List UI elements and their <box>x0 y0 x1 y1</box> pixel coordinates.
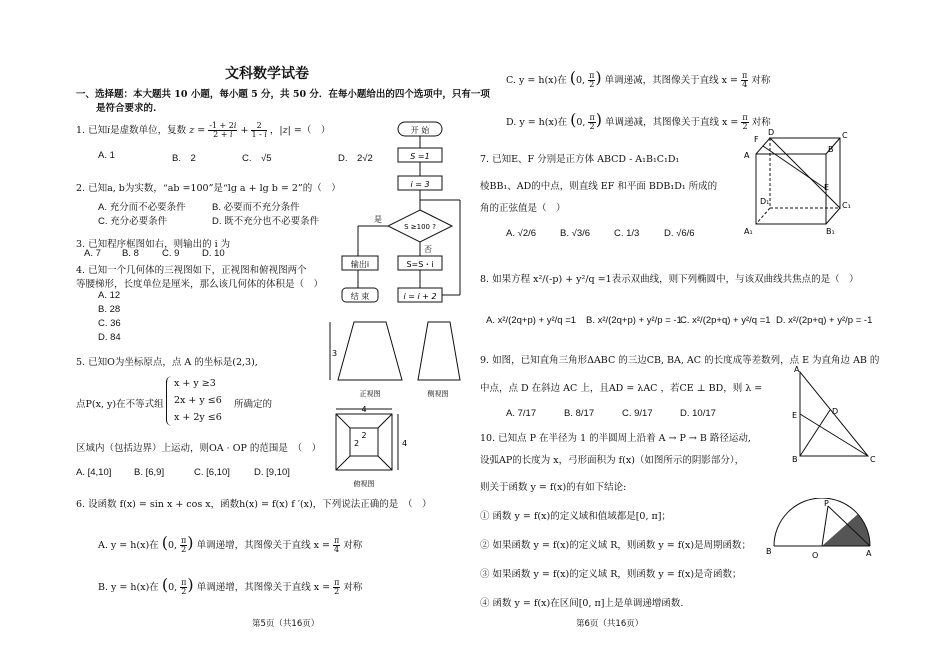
flow-inc-label: i = i + 2 <box>403 292 437 301</box>
question-2-stem: 2. 已知a, b为实数，“ab =100”是“lg a + lg b = 2”的（ ） <box>76 183 341 194</box>
semi-label-a: A <box>866 549 872 558</box>
q4-option-b: B. 28 <box>98 304 121 315</box>
q8-option-b: B. x²/(2q+p) + y²/p = -1 <box>586 315 682 326</box>
cube-label-a1: A₁ <box>744 227 753 236</box>
front-view-trapezoid <box>338 322 402 380</box>
q2-option-a: A. 充分而不必要条件 <box>98 202 186 213</box>
q5-option-a: A. [4,10] <box>76 467 112 478</box>
flow-update-label: S=S・i <box>406 260 434 269</box>
q8-option-a: A. x²/(2q+p) + y²/q =1 <box>486 315 577 326</box>
question-10-stem-2: 设弧AP的长度为 x，弓形面积为 f(x)（如图所示的阴影部分）， <box>480 455 745 466</box>
question-5-tail: 区域内（包括边界）上运动，则OA · OP 的范围是 （ ） <box>76 443 322 454</box>
tri-label-c: C <box>870 455 876 464</box>
question-10-stem: 10. 已知点 P 在半径为 1 的半圆周上沿着 A → P → B 路径运动, <box>480 433 751 444</box>
top-inner-h-label: 2 <box>354 439 360 448</box>
semi-label-b: B <box>766 547 772 556</box>
question-7-stem-2: 棱BB₁、AD的中点，则直线 EF 和平面 BDB₁D₁ 所成的 <box>480 181 718 192</box>
flow-s1-label: S =1 <box>410 152 430 161</box>
page-footer-left: 第5页（共16页） <box>252 619 320 629</box>
page-title: 文科数学试卷 <box>225 66 309 82</box>
cube-label-a: A <box>744 151 750 160</box>
question-4-stem-cont: 等腰梯形，长度单位是厘米，那么该几何体的体积是（ ） <box>76 279 324 290</box>
ineq-3: x + 2y ≤6 <box>174 412 222 423</box>
question-5-mid: 点P(x, y)在不等式组 <box>76 399 164 410</box>
semi-label-o: O <box>812 551 819 560</box>
q6-option-a: A. y = h(x)在 (0, $\frac{\pi}{2}$ ) 单调递增，其图像关于直线 x = $\frac{\pi}{4}$ 对称 <box>98 533 363 554</box>
flow-i-label: i = 3 <box>410 180 430 189</box>
question-1-stem: 1. 已知i是虚数单位，复数 z = $\frac{-1 + 2i}{2 + i}$ + $\frac{2}{1 - i}$ ，|z| =（ ） <box>76 121 331 139</box>
front-height-label: 3 <box>332 349 338 358</box>
q1-option-c: C. √5 <box>242 153 272 164</box>
q3-option-a: A. 7 <box>84 248 101 259</box>
question-8-stem: 8. 如果方程 x²/(-p) + y²/q =1表示双曲线，则下列椭圆中，与该双曲线共焦点的是（ ） <box>480 274 859 285</box>
flow-cond-label: S ≥100 ? <box>404 223 436 231</box>
q8-option-d: D. x²/(2p+q) + y²/p = -1 <box>776 315 873 326</box>
question-9-stem-2: 中点，点 D 在斜边 AC 上，且AD = λAC ，若CE ⊥ BD，则 λ = <box>480 383 763 394</box>
tri-label-e: E <box>792 411 798 420</box>
top-inner-w-label: 2 <box>361 431 367 440</box>
question-6-stem: 6. 设函数 f(x) = sin x + cos x，函数h(x) = f(x) f ′(x)，下列说法正确的是 （ ） <box>76 499 432 510</box>
q7-option-c: C. 1/3 <box>614 228 640 239</box>
cube-label-b1: B₁ <box>826 227 835 236</box>
question-5-stem: 5. 已知O为坐标原点，点 A 的坐标是(2,3), <box>76 357 258 368</box>
q10-conclusion-2: ② 如果函数 y = f(x)的定义域 R，则函数 y = f(x)是周期函数； <box>480 540 752 551</box>
q3-option-c: C. 9 <box>162 248 180 259</box>
ineq-2: 2x + y ≤6 <box>174 395 222 406</box>
q5-option-d: D. [9,10] <box>254 467 290 478</box>
flow-start-label: 开 始 <box>410 126 430 135</box>
cube-label-c1: C₁ <box>842 201 851 210</box>
semi-label-p: P <box>824 499 829 508</box>
q1-option-a: A. 1 <box>98 150 115 161</box>
q9-option-d: D. 10/17 <box>680 408 716 419</box>
flowchart <box>340 118 470 318</box>
side-view-caption: 侧视图 <box>427 390 449 398</box>
tri-label-a: A <box>794 365 800 374</box>
q5-option-c: C. [6,10] <box>194 467 230 478</box>
ineq-1: x + y ≥3 <box>174 378 216 389</box>
q8-option-c: C. x²/(2p+q) + y²/q =1 <box>680 315 771 326</box>
q7-option-d: D. √6/6 <box>664 228 695 239</box>
q10-conclusion-3: ③ 如果函数 y = f(x)的定义域 R，则函数 y = f(x)是奇函数； <box>480 569 742 580</box>
q1-option-d: D. 2√2 <box>338 153 373 164</box>
cube-label-d: D <box>768 128 775 137</box>
page-footer-right: 第6页（共16页） <box>576 619 644 629</box>
question-7-stem-3: 角的正弦值是（ ） <box>480 203 566 214</box>
question-10-stem-3: 则关于函数 y = f(x)的有如下结论: <box>480 482 627 493</box>
q2-option-b: B. 必要而不充分条件 <box>212 202 300 213</box>
q1-option-b: B. 2 <box>172 153 196 164</box>
q9-option-b: B. 8/17 <box>564 408 595 419</box>
question-7-stem: 7. 已知E、F 分别是正方体 ABCD - A₁B₁C₁D₁ <box>480 154 680 165</box>
q9-option-a: A. 7/17 <box>506 408 537 419</box>
tri-label-b: B <box>792 455 798 464</box>
q9-option-c: C. 9/17 <box>622 408 653 419</box>
semicircle-figure <box>766 498 876 560</box>
cube-figure <box>742 128 862 238</box>
shaded-segment <box>822 514 870 546</box>
three-views-figure <box>320 318 470 493</box>
cube-label-c: C <box>842 131 848 140</box>
q2-option-d: D. 既不充分也不必要条件 <box>212 216 320 227</box>
question-3-stem: 3. 已知程序框图如右，则输出的 i 为 <box>76 239 231 250</box>
triangle-figure <box>790 364 880 464</box>
q2-option-c: C. 充分必要条件 <box>98 216 168 227</box>
top-height-label: 4 <box>402 439 408 448</box>
q4-option-d: D. 84 <box>98 332 121 343</box>
q6-option-b: B. y = h(x)在 (0, $\frac{\pi}{2}$ ) 单调递增，其图像关于直线 x = $\frac{\pi}{2}$ 对称 <box>98 575 363 596</box>
cube-label-d1: D₁ <box>760 197 770 206</box>
question-5-mid2: 所确定的 <box>234 399 273 410</box>
q6-option-c: C. y = h(x)在 (0, $\frac{\pi}{2}$ ) 单调递减，其图像关于直线 x = $\frac{\pi}{4}$ 对称 <box>506 68 771 89</box>
flow-output-label: 输出i <box>350 260 370 269</box>
flow-no-label: 否 <box>424 245 432 254</box>
q3-option-d: D. 10 <box>202 248 225 259</box>
flow-end-label: 结 束 <box>350 292 370 301</box>
q7-option-b: B. √3/6 <box>560 228 591 239</box>
section-header: 一、选择题：本大题共 10 小题，每小题 5 分，共 50 分．在每小题给出的四个选项中，只有一项 <box>76 89 490 100</box>
cube-label-f: F <box>754 135 759 144</box>
q10-conclusion-1: ① 函数 y = f(x)的定义域和值域都是[0, π]； <box>480 511 671 522</box>
q4-option-c: C. 36 <box>98 318 121 329</box>
q4-option-a: A. 12 <box>98 290 121 301</box>
q3-option-b: B. 8 <box>122 248 139 259</box>
flow-yes-label: 是 <box>374 215 382 224</box>
cube-label-b: B <box>828 145 834 154</box>
q10-conclusion-4: ④ 函数 y = f(x)在区间[0, π]上是单调递增函数. <box>480 598 684 609</box>
tri-label-d: D <box>832 407 839 416</box>
top-width-label: 4 <box>361 405 367 414</box>
cube-label-e: E <box>824 183 830 192</box>
top-view-caption: 俯视图 <box>353 480 375 488</box>
front-view-caption: 正视图 <box>359 390 381 398</box>
q6-option-d: D. y = h(x)在 (0, $\frac{\pi}{2}$ ) 单调递减，其图像关于直线 x = $\frac{\pi}{2}$ 对称 <box>506 110 771 131</box>
q5-option-b: B. [6,9] <box>134 467 165 478</box>
question-4-stem: 4. 已知一个几何体的三视图如下，正视图和俯视图两个 <box>76 265 307 276</box>
section-header-cont: 是符合要求的. <box>96 103 157 114</box>
question-9-stem: 9. 如图，已知直角三角形ΔABC 的三边CB, BA, AC 的长度成等差数列，点 E 为直角边 AB 的 <box>480 355 880 366</box>
side-view-trapezoid <box>418 322 460 380</box>
q7-option-a: A. √2/6 <box>506 228 537 239</box>
